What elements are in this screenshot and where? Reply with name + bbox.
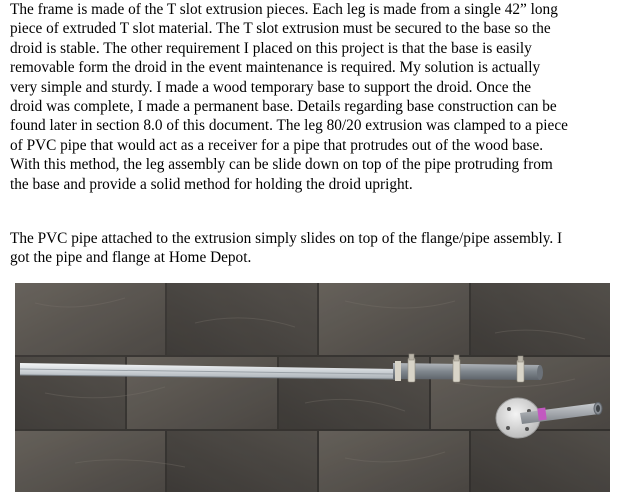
photo-leg-assembly [15, 283, 610, 492]
paragraph-frame-description [10, 0, 616, 194]
text-line: got the pipe and flange at Home Depot. [10, 249, 252, 267]
floor-tiles [15, 283, 610, 492]
paragraph-pvc-pipe-note [10, 229, 616, 268]
text-line: very simple and sturdy. I made a wood temporary base to support the droid. Once the [10, 78, 532, 96]
text-line: droid was complete, I made a permanent base. Details regarding base construction can be [10, 98, 557, 116]
text-line: The PVC pipe attached to the extrusion simply slides on top of the flange/pipe assembly. I [10, 230, 563, 247]
text-line: droid is stable. The other requirement I placed on this project is that the base is easily [10, 39, 532, 57]
text-line: removable form the droid in the event maintenance is required. My solution is actually [10, 59, 541, 77]
text-line: The frame is made of the T slot extrusion pieces. Each leg is made from a single 42” long [10, 1, 558, 18]
text-line: of PVC pipe that would act as a receiver for a pipe that protrudes out of the wood base. [10, 136, 544, 154]
text-line: the base and provide a solid method for holding the droid upright. [10, 175, 413, 193]
text-line: piece of extruded T slot material. The T slot extrusion must be secured to the base so the [10, 20, 551, 38]
text-line: found later in section 8.0 of this document. The leg 80/20 extrusion was clamped to a piece [10, 117, 568, 135]
text-line: With this method, the leg assembly can be slide down on top of the pipe protruding from [10, 156, 553, 174]
